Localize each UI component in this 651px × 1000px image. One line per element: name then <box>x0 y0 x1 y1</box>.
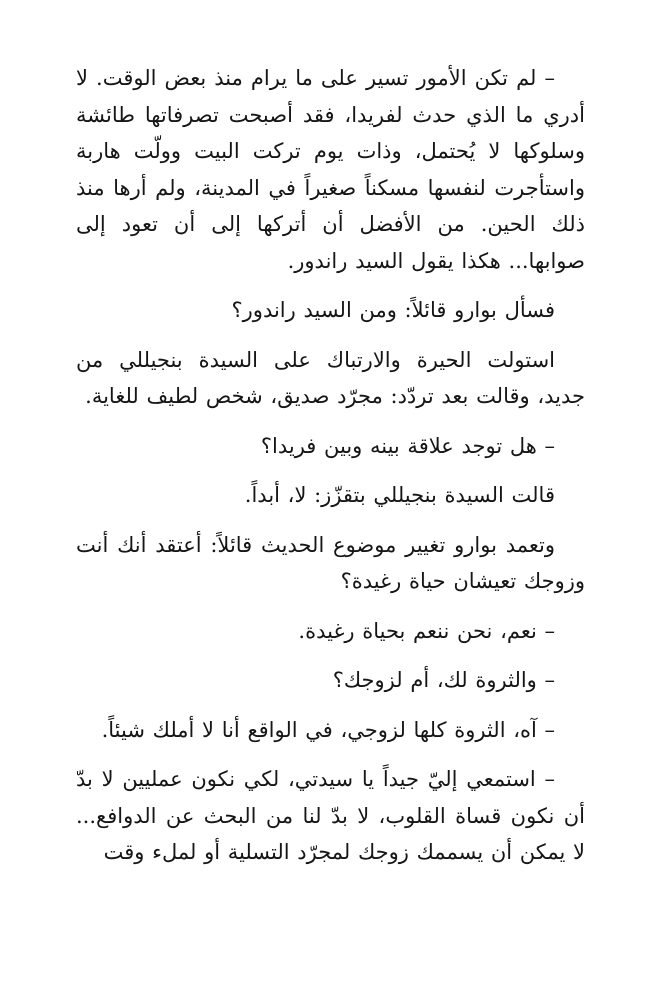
book-page <box>76 60 585 884</box>
paragraph-6: وتعمد بوارو تغيير موضوع الحديث قائلاً: أعتقد أنك أنت وزوجك تعيشان حياة رغيدة؟ <box>76 532 585 593</box>
paragraph-2: فسأل بوارو قائلاً: ومن السيد راندور؟ <box>231 298 555 322</box>
paragraph-7: – نعم، نحن ننعم بحياة رغيدة. <box>298 618 555 643</box>
paragraph-10: – استمعي إليّ جيداً يا سيدتي، لكي نكون عمليين لا بدّ أن نكون قساة القلوب، لا بدّ لنا من البحث عن الدوافع... لا يمكن أن يسممك زوجك لمجرّد التسلية أو لملء وقت <box>76 767 585 864</box>
paragraph-4: – هل توجد علاقة بينه وبين فريدا؟ <box>260 433 555 458</box>
paragraph-9: – آه، الثروة كلها لزوجي، في الواقع أنا لا أملك شيئاً. <box>101 717 555 742</box>
paragraph-1: – لم تكن الأمور تسير على ما يرام منذ بعض الوقت. لا أدري ما الذي حدث لفريدا، فقد أصبحت تصرفاتها طائشة وسلوكها لا يُحتمل، وذات يوم تركت البيت وولّت هاربة واستأجرت لنفسها مسكناً صغيراً في المدينة، ولم أرها منذ ذلك الحين. من الأفضل أن أتركها إلى أن تعود إلى صوابها... هكذا يقول السيد راندور. <box>76 66 585 273</box>
paragraph-8: – والثروة لك، أم لزوجك؟ <box>332 668 555 692</box>
paragraph-5: قالت السيدة بنجيللي بتقزّز: لا، أبداً. <box>244 483 555 507</box>
paragraph-3: استولت الحيرة والارتباك على السيدة بنجيللي من جديد، وقالت بعد تردّد: مجرّد صديق، شخص لطيف للغاية. <box>76 347 585 408</box>
